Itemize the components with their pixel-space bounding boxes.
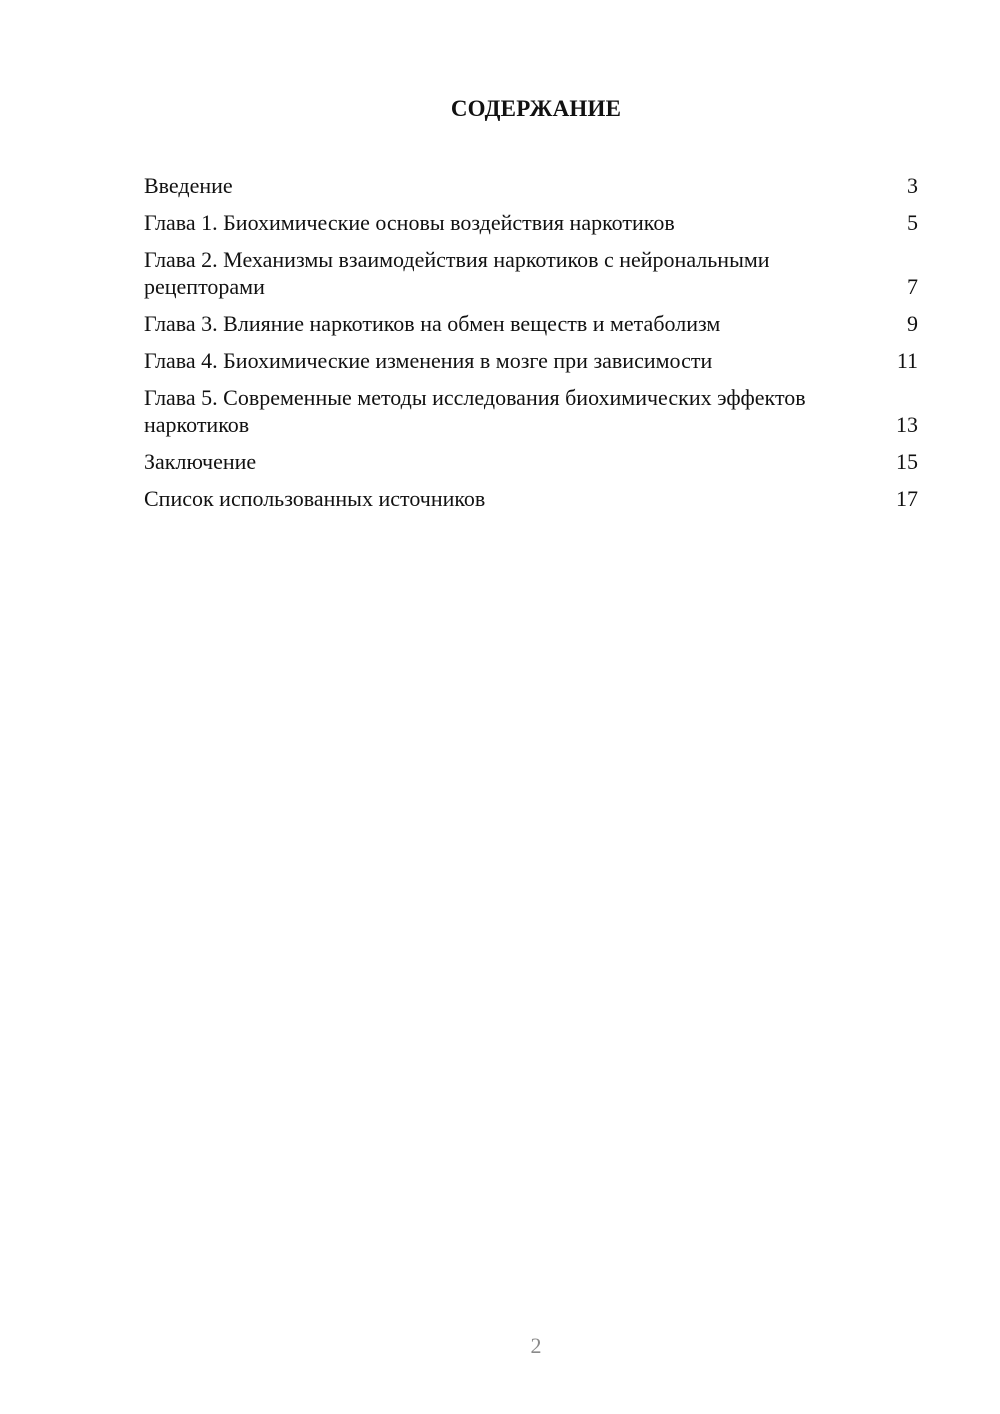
toc-item-text: Заключение bbox=[144, 449, 257, 474]
toc-item-text: Список использованных источников bbox=[144, 486, 486, 511]
toc-list bbox=[144, 172, 918, 522]
toc-item-page: 3 bbox=[907, 173, 918, 198]
toc-item-page: 13 bbox=[896, 412, 918, 437]
toc-item-text: Глава 4. Биохимические изменения в мозге при зависимости bbox=[144, 348, 713, 373]
toc-item-page: 5 bbox=[907, 210, 918, 235]
toc-title: СОДЕРЖАНИЕ bbox=[450, 96, 622, 121]
toc-item-chapter-1 bbox=[144, 209, 918, 236]
toc-item-text: Введение bbox=[144, 173, 233, 198]
toc-item-page: 15 bbox=[896, 449, 918, 474]
toc-item-text: Глава 2. Механизмы взаимодействия наркотиков с нейрональными рецепторами bbox=[144, 247, 770, 299]
toc-item-chapter-2 bbox=[144, 246, 918, 300]
toc-item-page: 9 bbox=[907, 311, 918, 336]
toc-item-page: 11 bbox=[896, 348, 918, 373]
toc-item-text: Глава 5. Современные методы исследования биохимических эффектов наркотиков bbox=[144, 385, 806, 437]
toc-item-introduction bbox=[144, 172, 918, 199]
toc-item-references bbox=[144, 485, 918, 512]
page-number: 2 bbox=[530, 1333, 542, 1358]
toc-item-chapter-5 bbox=[144, 384, 918, 438]
toc-item-chapter-4 bbox=[144, 347, 918, 374]
toc-item-conclusion bbox=[144, 448, 918, 475]
toc-item-chapter-3 bbox=[144, 310, 918, 337]
toc-item-page: 17 bbox=[896, 486, 918, 511]
toc-item-text: Глава 1. Биохимические основы воздействия наркотиков bbox=[144, 210, 675, 235]
toc-item-text: Глава 3. Влияние наркотиков на обмен веществ и метаболизм bbox=[144, 311, 721, 336]
toc-item-page: 7 bbox=[907, 274, 918, 299]
